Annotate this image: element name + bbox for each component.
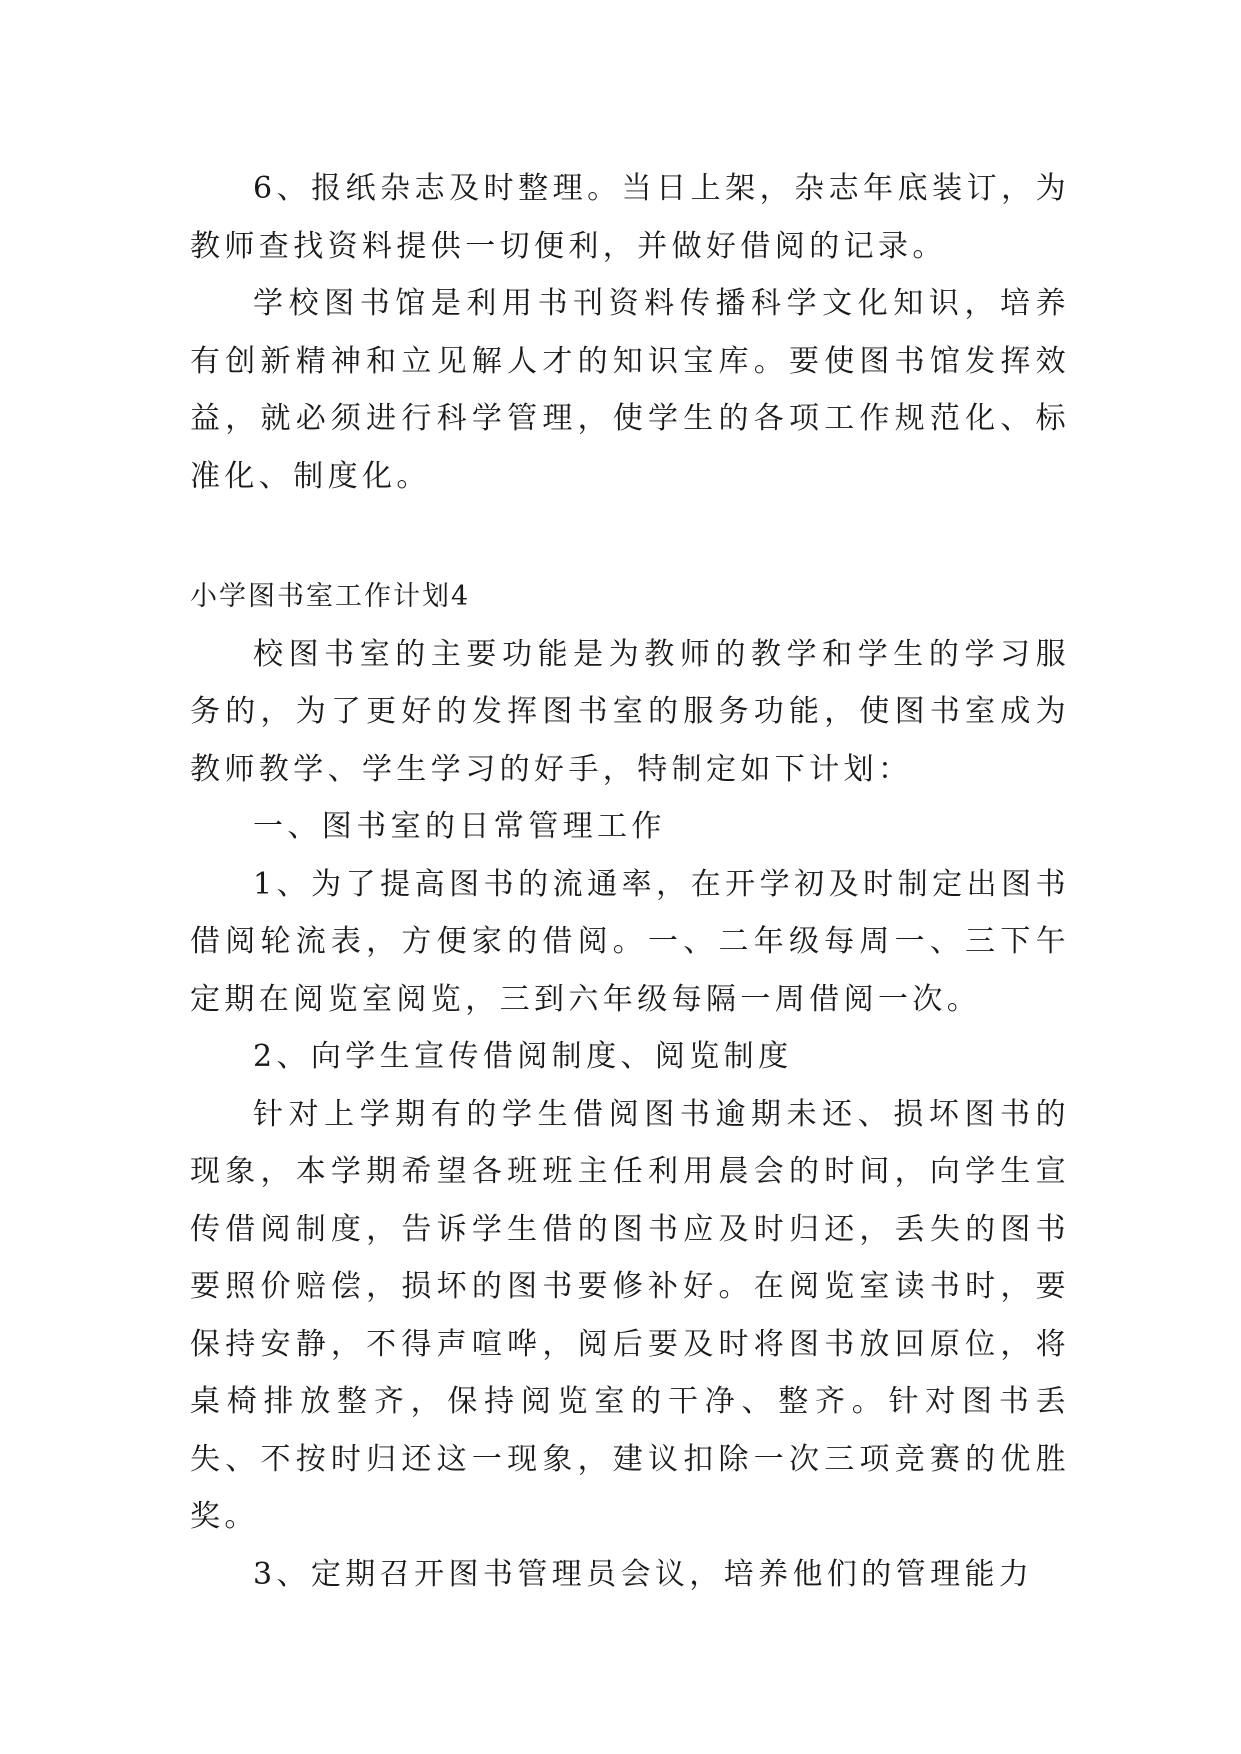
section-title: 小学图书室工作计划4 — [190, 581, 471, 612]
paragraph-borrowing-rules: 针对上学期有的学生借阅图书逾期未还、损坏图书的现象，本学期希望各班班主任利用晨会的时间，向学生宣传借阅制度，告诉学生借的图书应及时归还，丢失的图书要照价赔偿，损坏的图书要修补好。在阅览室读书时，要保持安静，不得声喧哗，阅后要及时将图书放回原位，将桌椅排放整齐，保持阅览室的干净、整齐。针对图书丢失、不按时归还这一现象，建议扣除一次三项竞赛的优胜奖。 — [190, 1096, 1070, 1534]
paragraph-library-purpose: 学校图书馆是利用书刊资料传播科学文化知识，培养有创新精神和立见解人才的知识宝库。要使图书馆发挥效益，就必须进行科学管理，使学生的各项工作规范化、标准化、制度化。 — [190, 286, 1070, 494]
document-body — [190, 160, 1070, 1603]
paragraph-item-1: 1、为了提高图书的流通率，在开学初及时制定出图书借阅轮流表，方便家的借阅。一、二年级每周一、三下午定期在阅览室阅览，三到六年级每隔一周借阅一次。 — [190, 866, 1070, 1017]
paragraph-item-2: 2、向学生宣传借阅制度、阅览制度 — [253, 1039, 793, 1074]
paragraph-newspaper-magazine: 6、报纸杂志及时整理。当日上架，杂志年底装订，为教师查找资料提供一切便利，并做好借阅的记录。 — [190, 171, 1070, 264]
paragraph-item-3: 3、定期召开图书管理员会议，培养他们的管理能力 — [253, 1556, 1034, 1592]
paragraph-intro: 校图书室的主要功能是为教师的教学和学生的学习服务的，为了更好的发挥图书室的服务功能，使图书室成为教师教学、学生学习的好手，特制定如下计划： — [190, 636, 1070, 787]
paragraph-daily-management: 一、图书室的日常管理工作 — [253, 809, 666, 844]
